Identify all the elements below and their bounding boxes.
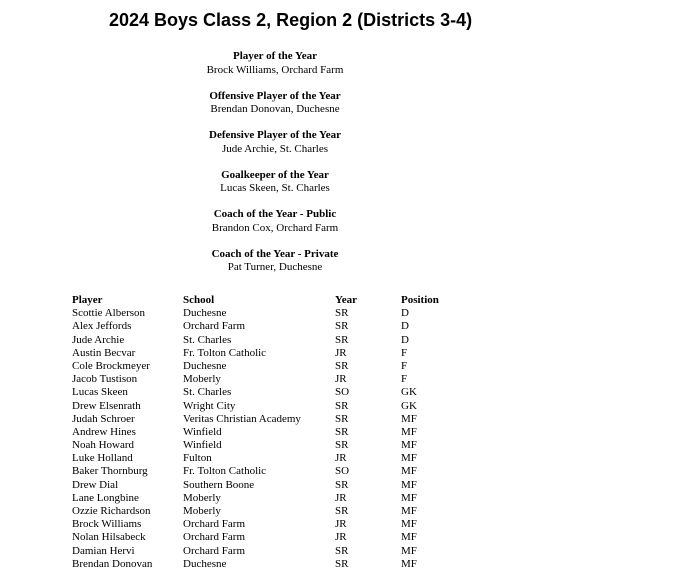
class-year: JR: [335, 518, 347, 531]
player-position: MF: [401, 531, 417, 544]
school-name: Winfield: [183, 439, 222, 452]
player-name: Scottie Alberson: [72, 307, 146, 320]
player-name: Lane Longbine: [72, 491, 139, 504]
column-header-school: School: [183, 294, 215, 306]
column-header-year: Year: [335, 294, 357, 306]
class-year: JR: [335, 491, 347, 504]
player-name: Austin Becvar: [72, 346, 136, 359]
school-name: Orchard Farm: [183, 531, 246, 544]
school-name: Moberly: [183, 505, 221, 517]
award-title: Offensive Player of the Year: [209, 89, 341, 102]
school-name: St. Charles: [183, 386, 232, 399]
school-name: Southern Boone: [183, 478, 255, 491]
player-position: MF: [401, 544, 417, 557]
school-name: Winfield: [183, 425, 222, 438]
page-title: 2024 Boys Class 2, Region 2 (Districts 3-4): [109, 10, 473, 30]
school-name: Duchesne: [183, 359, 227, 372]
award-player-of-the-year: [160, 50, 390, 77]
player-position: MF: [401, 425, 417, 438]
player-name: Lucas Skeen: [72, 386, 128, 399]
class-year: SR: [335, 478, 349, 491]
award-winner: Brendan Donovan, Duchesne: [210, 103, 340, 115]
award-title: Player of the Year: [233, 50, 317, 62]
player-position: MF: [401, 452, 417, 465]
school-name: Fulton: [183, 452, 212, 465]
player-name: Noah Howard: [72, 439, 135, 452]
class-year: SR: [335, 333, 349, 346]
player-position: F: [401, 359, 408, 372]
player-position: F: [401, 346, 408, 359]
player-name: Luke Holland: [72, 452, 133, 465]
award-coach-public: [160, 208, 390, 235]
player-position: MF: [401, 465, 417, 478]
class-year: JR: [335, 346, 347, 359]
class-year: SR: [335, 557, 349, 570]
school-name: Moberly: [183, 491, 221, 504]
award-title: Goalkeeper of the Year: [221, 168, 329, 181]
class-year: SO: [335, 465, 350, 478]
column-header-position: Position: [401, 294, 439, 306]
player-position: D: [401, 320, 409, 333]
player-name: Brock Williams: [72, 518, 142, 531]
player-name: Damian Hervi: [72, 544, 135, 557]
player-name: Alex Jeffords: [72, 320, 132, 333]
class-year: SR: [335, 505, 349, 517]
player-position: D: [401, 333, 409, 346]
award-coach-private: [160, 248, 390, 275]
player-position: MF: [401, 412, 417, 425]
award-winner: Brandon Cox, Orchard Farm: [211, 221, 339, 234]
player-name: Jude Archie: [72, 333, 125, 346]
school-name: Moberly: [183, 373, 221, 386]
class-year: SR: [335, 425, 349, 438]
player-name: Nolan Hilsabeck: [72, 531, 146, 544]
class-year: SR: [335, 544, 349, 557]
player-name: Andrew Hines: [72, 425, 136, 438]
player-position: MF: [401, 491, 417, 504]
player-position: GK: [401, 386, 417, 399]
school-name: Orchard Farm: [183, 544, 246, 557]
player-position: MF: [401, 439, 417, 452]
class-year: SR: [335, 412, 349, 425]
player-name: Brendan Donovan: [72, 557, 153, 570]
award-winner: Brock Williams, Orchard Farm: [206, 63, 344, 76]
player-name: Judah Schroer: [72, 412, 135, 425]
class-year: SR: [335, 307, 349, 320]
player-position: MF: [401, 505, 417, 517]
class-year: SR: [335, 320, 349, 333]
award-winner: Pat Turner, Duchesne: [227, 261, 323, 273]
school-name: Veritas Christian Academy: [183, 412, 301, 425]
school-name: Wright City: [183, 399, 236, 412]
class-year: JR: [335, 531, 347, 544]
class-year: JR: [335, 452, 347, 465]
player-name: Ozzie Richardson: [72, 505, 151, 517]
player-name: Drew Elsenrath: [72, 399, 141, 412]
award-goalkeeper: [160, 169, 390, 196]
player-position: MF: [401, 478, 417, 491]
school-name: Duchesne: [183, 307, 227, 320]
school-name: Orchard Farm: [183, 320, 246, 333]
award-winner: Jude Archie, St. Charles: [221, 142, 328, 155]
player-position: MF: [401, 518, 417, 531]
award-title: Coach of the Year - Private: [211, 247, 339, 260]
class-year: SR: [335, 439, 349, 452]
player-name: Cole Brockmeyer: [72, 359, 150, 372]
school-name: St. Charles: [183, 333, 232, 346]
school-name: Fr. Tolton Catholic: [183, 346, 267, 359]
class-year: SR: [335, 359, 349, 372]
column-header-player: Player: [72, 294, 103, 306]
player-position: MF: [401, 557, 417, 570]
school-name: Duchesne: [183, 557, 227, 570]
award-offensive-player: [160, 90, 390, 117]
player-position: GK: [401, 399, 417, 412]
player-position: F: [401, 373, 408, 386]
award-title: Defensive Player of the Year: [209, 129, 341, 141]
class-year: SR: [335, 399, 349, 412]
class-year: SO: [335, 386, 350, 399]
award-defensive-player: [160, 129, 390, 156]
player-name: Jacob Tustison: [72, 373, 138, 386]
player-position: D: [401, 307, 409, 320]
award-title: Coach of the Year - Public: [213, 208, 337, 220]
school-name: Fr. Tolton Catholic: [183, 465, 267, 478]
player-name: Drew Dial: [72, 478, 119, 491]
award-winner: Lucas Skeen, St. Charles: [220, 182, 330, 194]
player-name: Baker Thornburg: [72, 465, 148, 478]
school-name: Orchard Farm: [183, 518, 246, 531]
class-year: JR: [335, 373, 347, 386]
